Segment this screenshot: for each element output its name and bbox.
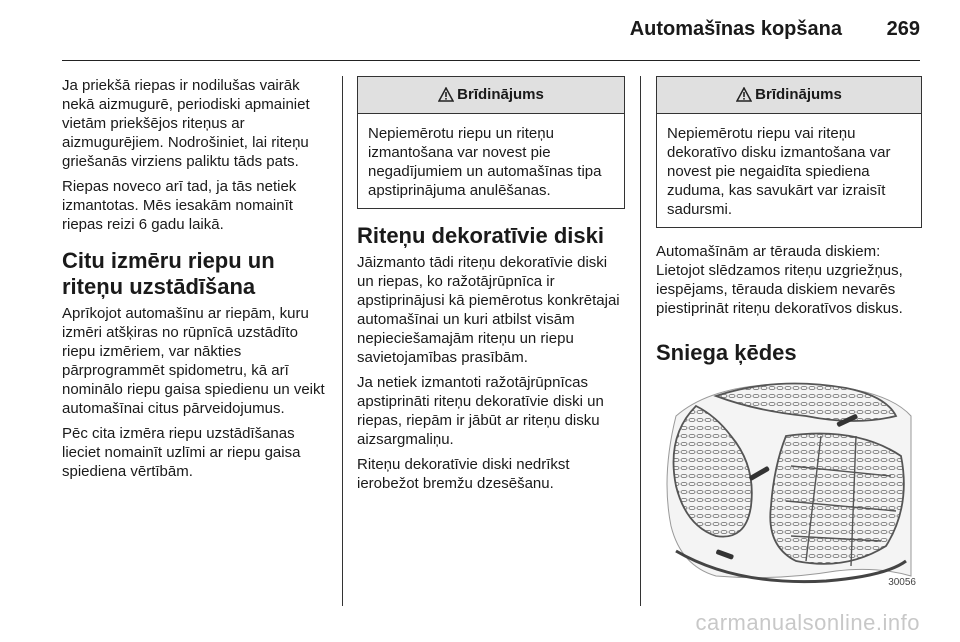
paragraph-tire-aging: Riepas noveco arī tad, ja tās netiek izmantotas. Mēs iesakām nomainīt riepas reizi 6 gadu laikā. [62, 178, 297, 233]
column-divider-1 [342, 76, 343, 606]
snow-chain-drawing [656, 376, 918, 590]
paragraph-other-sizes: Aprīkojot automašīnu ar riepām, kuru izmēri atšķiras no rūpnīcā uzstādīto riepu izmēriem, var nākties pārprogrammēt spidometru, kā arī nominālo riepu gaisa spiedienu un veikt automašīnai citus pārveidojumus. [62, 305, 325, 417]
paragraph-pressure-label: Pēc cita izmēra riepu uzstādīšanas lieciet nomainīt uzlīmi ar riepu gaisa spiediena vērtībām. [62, 425, 301, 480]
column-divider-2 [640, 76, 641, 606]
page-header-title: Automašīnas kopšana [629, 18, 842, 40]
header-rule [62, 60, 920, 61]
page-header [0, 0, 960, 62]
warning-title: Brīdinājums [457, 86, 544, 103]
warning-text: Nepiemērotu riepu un riteņu izmantošana var novest pie negadījumiem un automašīnas tipa apstiprinājuma anulēšanas. [368, 125, 602, 199]
page-number: 269 [886, 18, 920, 40]
warning-triangle-icon [438, 80, 454, 116]
paragraph-tire-rotation: Ja priekšā riepas ir nodilušas vairāk nekā aizmugurē, periodiski apmainiet vietām priekšējos riteņus ar aizmugurējiem. Nodrošiniet, lai riteņu griešanās virziens paliktu tāds pats. [62, 77, 310, 170]
warning-title: Brīdinājums [755, 86, 842, 103]
column-1 [62, 76, 328, 487]
section-heading-snow-chains: Sniega ķēdes [656, 340, 797, 365]
warning-box [656, 76, 922, 228]
warning-triangle-icon [736, 80, 752, 116]
column-2 [357, 76, 625, 499]
section-heading-wheel-covers: Riteņu dekoratīvie diski [357, 223, 604, 248]
column-3 [656, 76, 922, 590]
warning-text: Nepiemērotu riepu vai riteņu dekoratīvo disku izmantošana var novest pie negaidīta spiediena zuduma, kas savukārt var izraisīt sadursmi. [667, 125, 891, 218]
paragraph-steel-rims: Automašīnām ar tērauda diskiem: Lietojot slēdzamos riteņu uzgriežņus, iespējams, tērauda diskiem nevarēs piestiprināt riteņu dekoratīvos diskus. [656, 243, 903, 317]
figure-number: 30056 [888, 577, 916, 588]
snow-chain-illustration [656, 376, 918, 590]
section-heading-other-sizes: Citu izmēru riepu un riteņu uzstādīšana [62, 248, 275, 299]
paragraph-approved-covers: Jāizmanto tādi riteņu dekoratīvie diski un riepas, ko ražotājrūpnīca ir apstiprinājusi kā piemērotus konkrētajai automašīnai un kuri atbilst visām nepieciešamajām riteņu un riepu savietojamības prasībām. [357, 254, 620, 366]
warning-box [357, 76, 625, 209]
paragraph-brake-cooling: Riteņu dekoratīvie diski nedrīkst ierobežot bremžu dzesēšanu. [357, 456, 570, 492]
warning-header [358, 77, 624, 114]
warning-header [657, 77, 921, 114]
paragraph-rim-protector: Ja netiek izmantoti ražotājrūpnīcas apstiprināti riteņu dekoratīvie diski un riepas, riepām ir jābūt ar riteņu disku aizsargmaliņu. [357, 374, 604, 448]
watermark: carmanualsonline.info [695, 610, 920, 635]
